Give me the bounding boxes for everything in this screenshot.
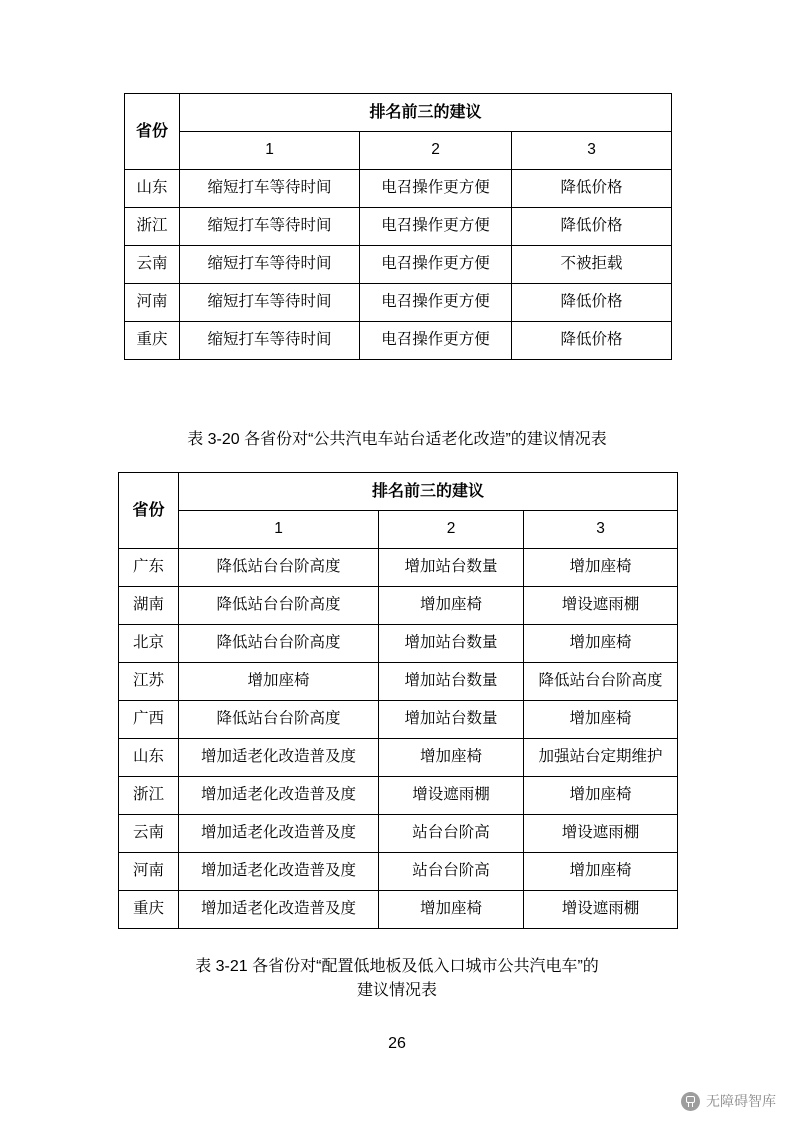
table-caption-3-21-line2: 建议情况表 bbox=[356, 982, 437, 999]
cell-rank-1: 降低站台台阶高度 bbox=[179, 701, 379, 739]
cell-rank-2: 电召操作更方便 bbox=[360, 208, 512, 246]
cell-province: 河南 bbox=[119, 853, 179, 891]
cell-rank-1: 降低站台台阶高度 bbox=[179, 549, 379, 587]
table-row bbox=[119, 587, 678, 625]
cell-rank-3: 增加座椅 bbox=[524, 853, 678, 891]
cell-province: 北京 bbox=[119, 625, 179, 663]
cell-province: 浙江 bbox=[119, 777, 179, 815]
table-row bbox=[119, 625, 678, 663]
cell-province: 云南 bbox=[119, 815, 179, 853]
table-caption-3-20: 表 3-20 各省份对“公共汽电车站台适老化改造”的建议情况表 bbox=[187, 431, 607, 448]
cell-rank-2: 增加站台数量 bbox=[379, 625, 524, 663]
cell-rank-1: 缩短打车等待时间 bbox=[180, 322, 360, 360]
table-caption-3-21-line1: 表 3-21 各省份对“配置低地板及低入口城市公共汽电车”的 bbox=[195, 958, 599, 975]
cell-rank-3: 增设遮雨棚 bbox=[524, 587, 678, 625]
cell-rank-2: 电召操作更方便 bbox=[360, 170, 512, 208]
cell-rank-3: 增加座椅 bbox=[524, 777, 678, 815]
cell-province: 河南 bbox=[125, 284, 180, 322]
cell-rank-1: 缩短打车等待时间 bbox=[180, 284, 360, 322]
cell-rank-3: 加强站台定期维护 bbox=[524, 739, 678, 777]
table-caption-3-21 bbox=[0, 955, 794, 1003]
cell-rank-3: 增设遮雨棚 bbox=[524, 891, 678, 929]
header-rank-2: 2 bbox=[379, 511, 524, 549]
cell-rank-2: 增加座椅 bbox=[379, 739, 524, 777]
cell-rank-3: 不被拒载 bbox=[512, 246, 672, 284]
header-top-three-suggestions: 排名前三的建议 bbox=[180, 94, 672, 132]
cell-rank-2: 增加站台数量 bbox=[379, 549, 524, 587]
table-row bbox=[125, 322, 672, 360]
table-row bbox=[125, 284, 672, 322]
cell-province: 江苏 bbox=[119, 663, 179, 701]
table-subheader-row bbox=[119, 511, 678, 549]
cell-province: 云南 bbox=[125, 246, 180, 284]
table-row bbox=[119, 853, 678, 891]
cell-province: 山东 bbox=[125, 170, 180, 208]
cell-rank-1: 缩短打车等待时间 bbox=[180, 170, 360, 208]
cell-province: 湖南 bbox=[119, 587, 179, 625]
header-rank-3: 3 bbox=[524, 511, 678, 549]
cell-rank-2: 站台台阶高 bbox=[379, 815, 524, 853]
watermark bbox=[681, 1091, 776, 1111]
page-number: 26 bbox=[388, 1035, 406, 1052]
table-row bbox=[119, 701, 678, 739]
cell-rank-2: 增设遮雨棚 bbox=[379, 777, 524, 815]
cell-rank-3: 增加座椅 bbox=[524, 701, 678, 739]
table-row bbox=[119, 739, 678, 777]
table-subheader-row bbox=[125, 132, 672, 170]
table-row bbox=[119, 815, 678, 853]
header-rank-2: 2 bbox=[360, 132, 512, 170]
watermark-label: 无障碍智库 bbox=[706, 1093, 776, 1109]
suggestions-table-bottom bbox=[118, 472, 678, 929]
cell-rank-3: 增加座椅 bbox=[524, 549, 678, 587]
header-province: 省份 bbox=[119, 473, 179, 549]
cell-rank-3: 降低价格 bbox=[512, 208, 672, 246]
cell-rank-3: 降低价格 bbox=[512, 170, 672, 208]
cell-rank-1: 降低站台台阶高度 bbox=[179, 587, 379, 625]
cell-rank-1: 缩短打车等待时间 bbox=[180, 208, 360, 246]
table-row bbox=[119, 777, 678, 815]
cell-rank-3: 降低站台台阶高度 bbox=[524, 663, 678, 701]
table-row bbox=[125, 246, 672, 284]
cell-province: 重庆 bbox=[119, 891, 179, 929]
header-rank-1: 1 bbox=[180, 132, 360, 170]
cell-rank-1: 增加适老化改造普及度 bbox=[179, 777, 379, 815]
header-rank-3: 3 bbox=[512, 132, 672, 170]
cell-rank-1: 降低站台台阶高度 bbox=[179, 625, 379, 663]
header-top-three-suggestions: 排名前三的建议 bbox=[179, 473, 678, 511]
cell-province: 重庆 bbox=[125, 322, 180, 360]
table-header-row bbox=[125, 94, 672, 132]
cell-rank-2: 增加座椅 bbox=[379, 587, 524, 625]
cell-rank-2: 增加站台数量 bbox=[379, 663, 524, 701]
cell-rank-2: 站台台阶高 bbox=[379, 853, 524, 891]
header-rank-1: 1 bbox=[179, 511, 379, 549]
cell-rank-1: 增加适老化改造普及度 bbox=[179, 853, 379, 891]
cell-rank-1: 增加座椅 bbox=[179, 663, 379, 701]
cell-province: 山东 bbox=[119, 739, 179, 777]
table-row bbox=[119, 891, 678, 929]
table-row bbox=[119, 549, 678, 587]
cell-rank-1: 缩短打车等待时间 bbox=[180, 246, 360, 284]
cell-rank-3: 增设遮雨棚 bbox=[524, 815, 678, 853]
cell-rank-2: 增加站台数量 bbox=[379, 701, 524, 739]
cell-rank-2: 增加座椅 bbox=[379, 891, 524, 929]
wechat-account-icon bbox=[681, 1092, 700, 1111]
cell-rank-2: 电召操作更方便 bbox=[360, 284, 512, 322]
suggestions-table-top bbox=[124, 93, 672, 360]
table-row bbox=[125, 170, 672, 208]
cell-rank-2: 电召操作更方便 bbox=[360, 322, 512, 360]
table-row bbox=[125, 208, 672, 246]
cell-rank-3: 降低价格 bbox=[512, 284, 672, 322]
cell-province: 广东 bbox=[119, 549, 179, 587]
cell-rank-3: 降低价格 bbox=[512, 322, 672, 360]
table-header-row bbox=[119, 473, 678, 511]
table-row bbox=[119, 663, 678, 701]
cell-rank-1: 增加适老化改造普及度 bbox=[179, 891, 379, 929]
header-province: 省份 bbox=[125, 94, 180, 170]
cell-rank-3: 增加座椅 bbox=[524, 625, 678, 663]
cell-rank-1: 增加适老化改造普及度 bbox=[179, 739, 379, 777]
cell-rank-2: 电召操作更方便 bbox=[360, 246, 512, 284]
cell-province: 浙江 bbox=[125, 208, 180, 246]
cell-rank-1: 增加适老化改造普及度 bbox=[179, 815, 379, 853]
cell-province: 广西 bbox=[119, 701, 179, 739]
